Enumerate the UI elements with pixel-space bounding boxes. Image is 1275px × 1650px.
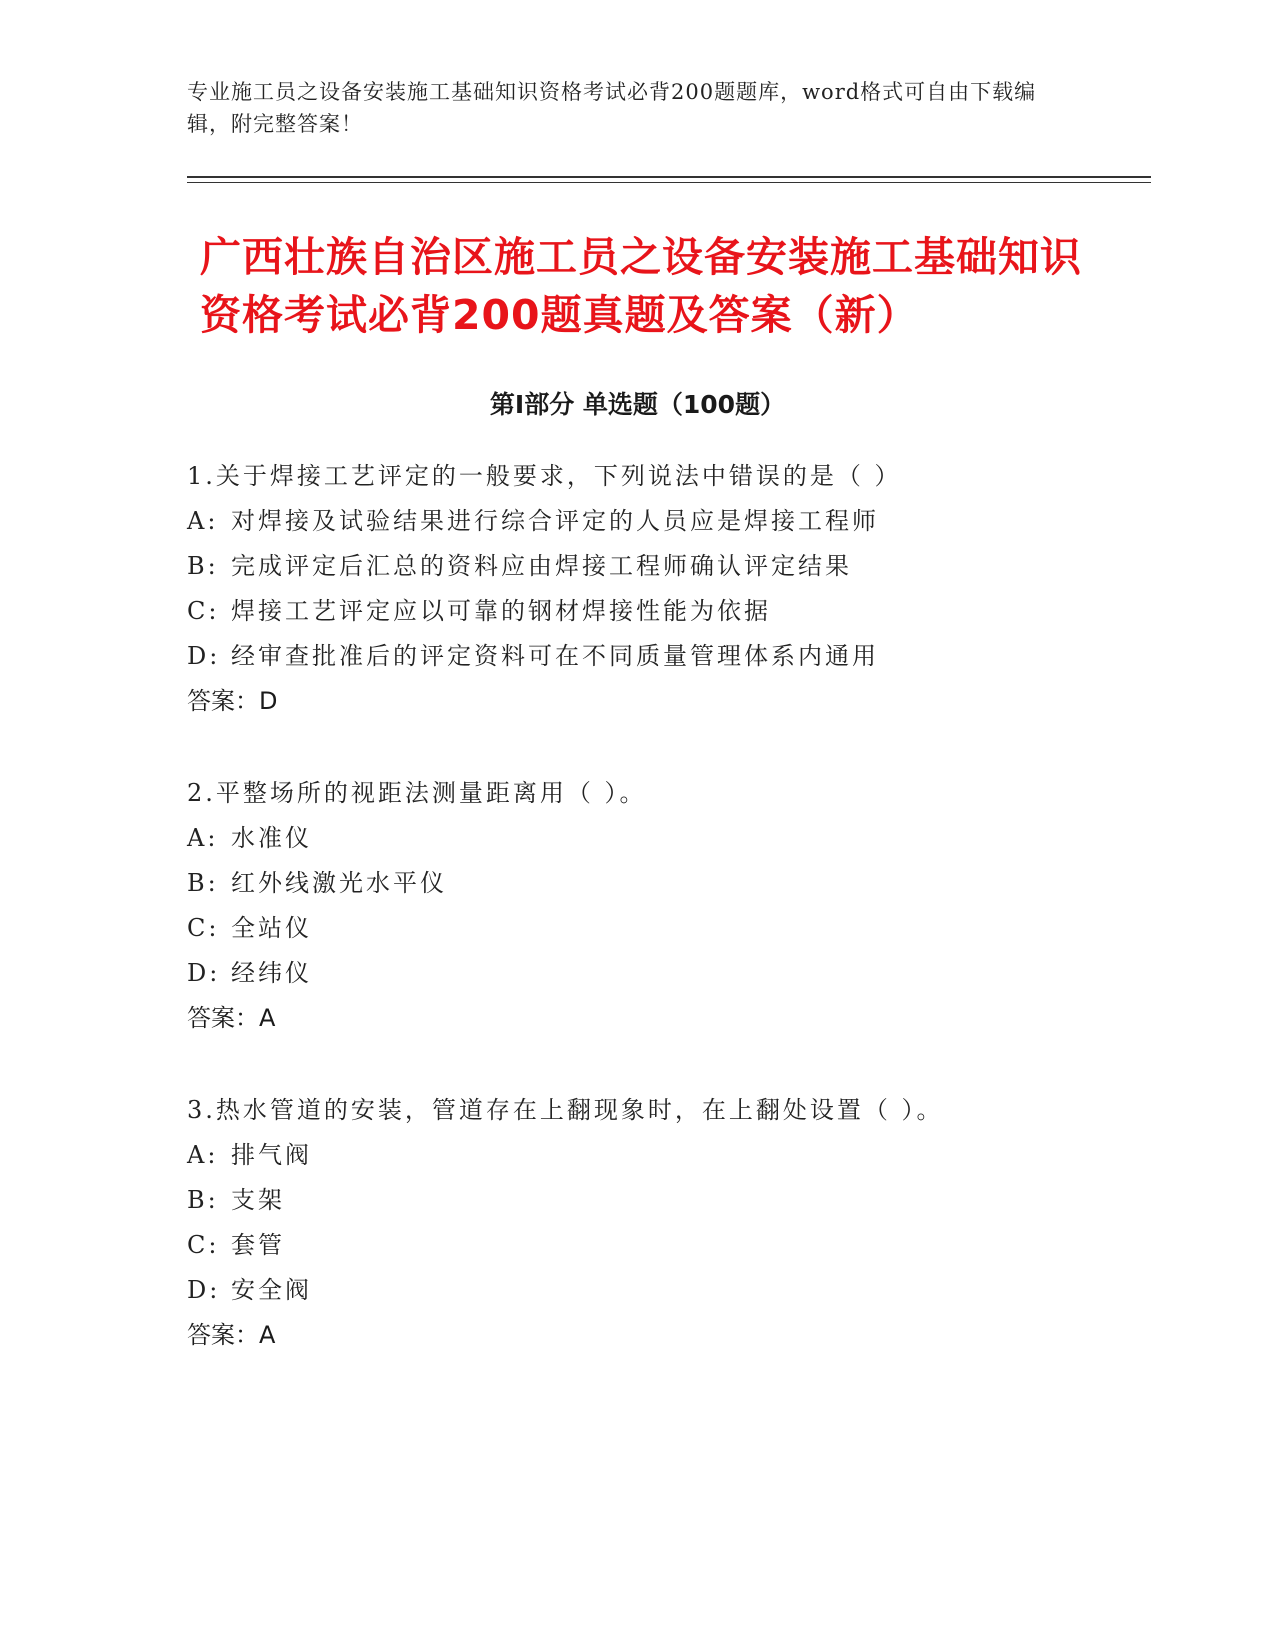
option-letter: D: [187,1276,221,1304]
option-d [187,951,1107,996]
option-letter: A: [187,824,219,852]
option-text: 经纬仪 [231,959,312,987]
question-1 [187,454,1107,724]
option-text: 红外线激光水平仪 [231,869,447,897]
option-a [187,1133,1107,1178]
header-rule-thick [187,176,1151,178]
option-text: 焊接工艺评定应以可靠的钢材焊接性能为依据 [231,597,771,625]
option-text: 套管 [231,1231,285,1259]
option-b [187,1178,1107,1223]
question-2 [187,771,1107,1041]
option-a [187,816,1107,861]
option-b [187,861,1107,906]
option-c [187,1223,1107,1268]
option-letter: C: [187,1231,220,1259]
option-c [187,906,1107,951]
option-text: 完成评定后汇总的资料应由焊接工程师确认评定结果 [231,552,852,580]
option-text: 排气阀 [231,1141,312,1169]
option-letter: D: [187,959,221,987]
option-letter: A: [187,507,219,535]
option-letter: B: [187,552,219,580]
option-letter: C: [187,597,220,625]
option-b [187,544,1107,589]
header-rule-thin [187,182,1151,183]
option-text: 安全阀 [231,1276,312,1304]
option-text: 经审查批准后的评定资料可在不同质量管理体系内通用 [231,642,879,670]
option-letter: B: [187,1186,219,1214]
section-title: 第Ⅰ部分 单选题（100题） [489,390,786,419]
option-letter: A: [187,1141,219,1169]
option-d [187,1268,1107,1313]
header-note: 专业施工员之设备安装施工基础知识资格考试必背200题题库，word格式可自由下载编辑，附完整答案！ [187,80,1037,136]
option-d [187,634,1107,679]
option-text: 水准仪 [231,824,312,852]
question-stem: 1.关于焊接工艺评定的一般要求，下列说法中错误的是（ ） [187,462,902,490]
option-c [187,589,1107,634]
option-letter: D: [187,642,221,670]
answer: 答案：D [187,687,278,715]
document-title: 广西壮族自治区施工员之设备安装施工基础知识资格考试必背200题真题及答案（新） [200,233,1082,339]
option-text: 支架 [231,1186,285,1214]
answer: 答案：A [187,1004,276,1032]
option-letter: C: [187,914,220,942]
option-text: 全站仪 [231,914,312,942]
question-stem: 3.热水管道的安装，管道存在上翻现象时，在上翻处设置（ ）。 [187,1096,944,1124]
option-letter: B: [187,869,219,897]
answer: 答案：A [187,1321,276,1349]
option-text: 对焊接及试验结果进行综合评定的人员应是焊接工程师 [231,507,879,535]
question-3 [187,1088,1107,1358]
option-a [187,499,1107,544]
question-stem: 2.平整场所的视距法测量距离用（ ）。 [187,779,647,807]
